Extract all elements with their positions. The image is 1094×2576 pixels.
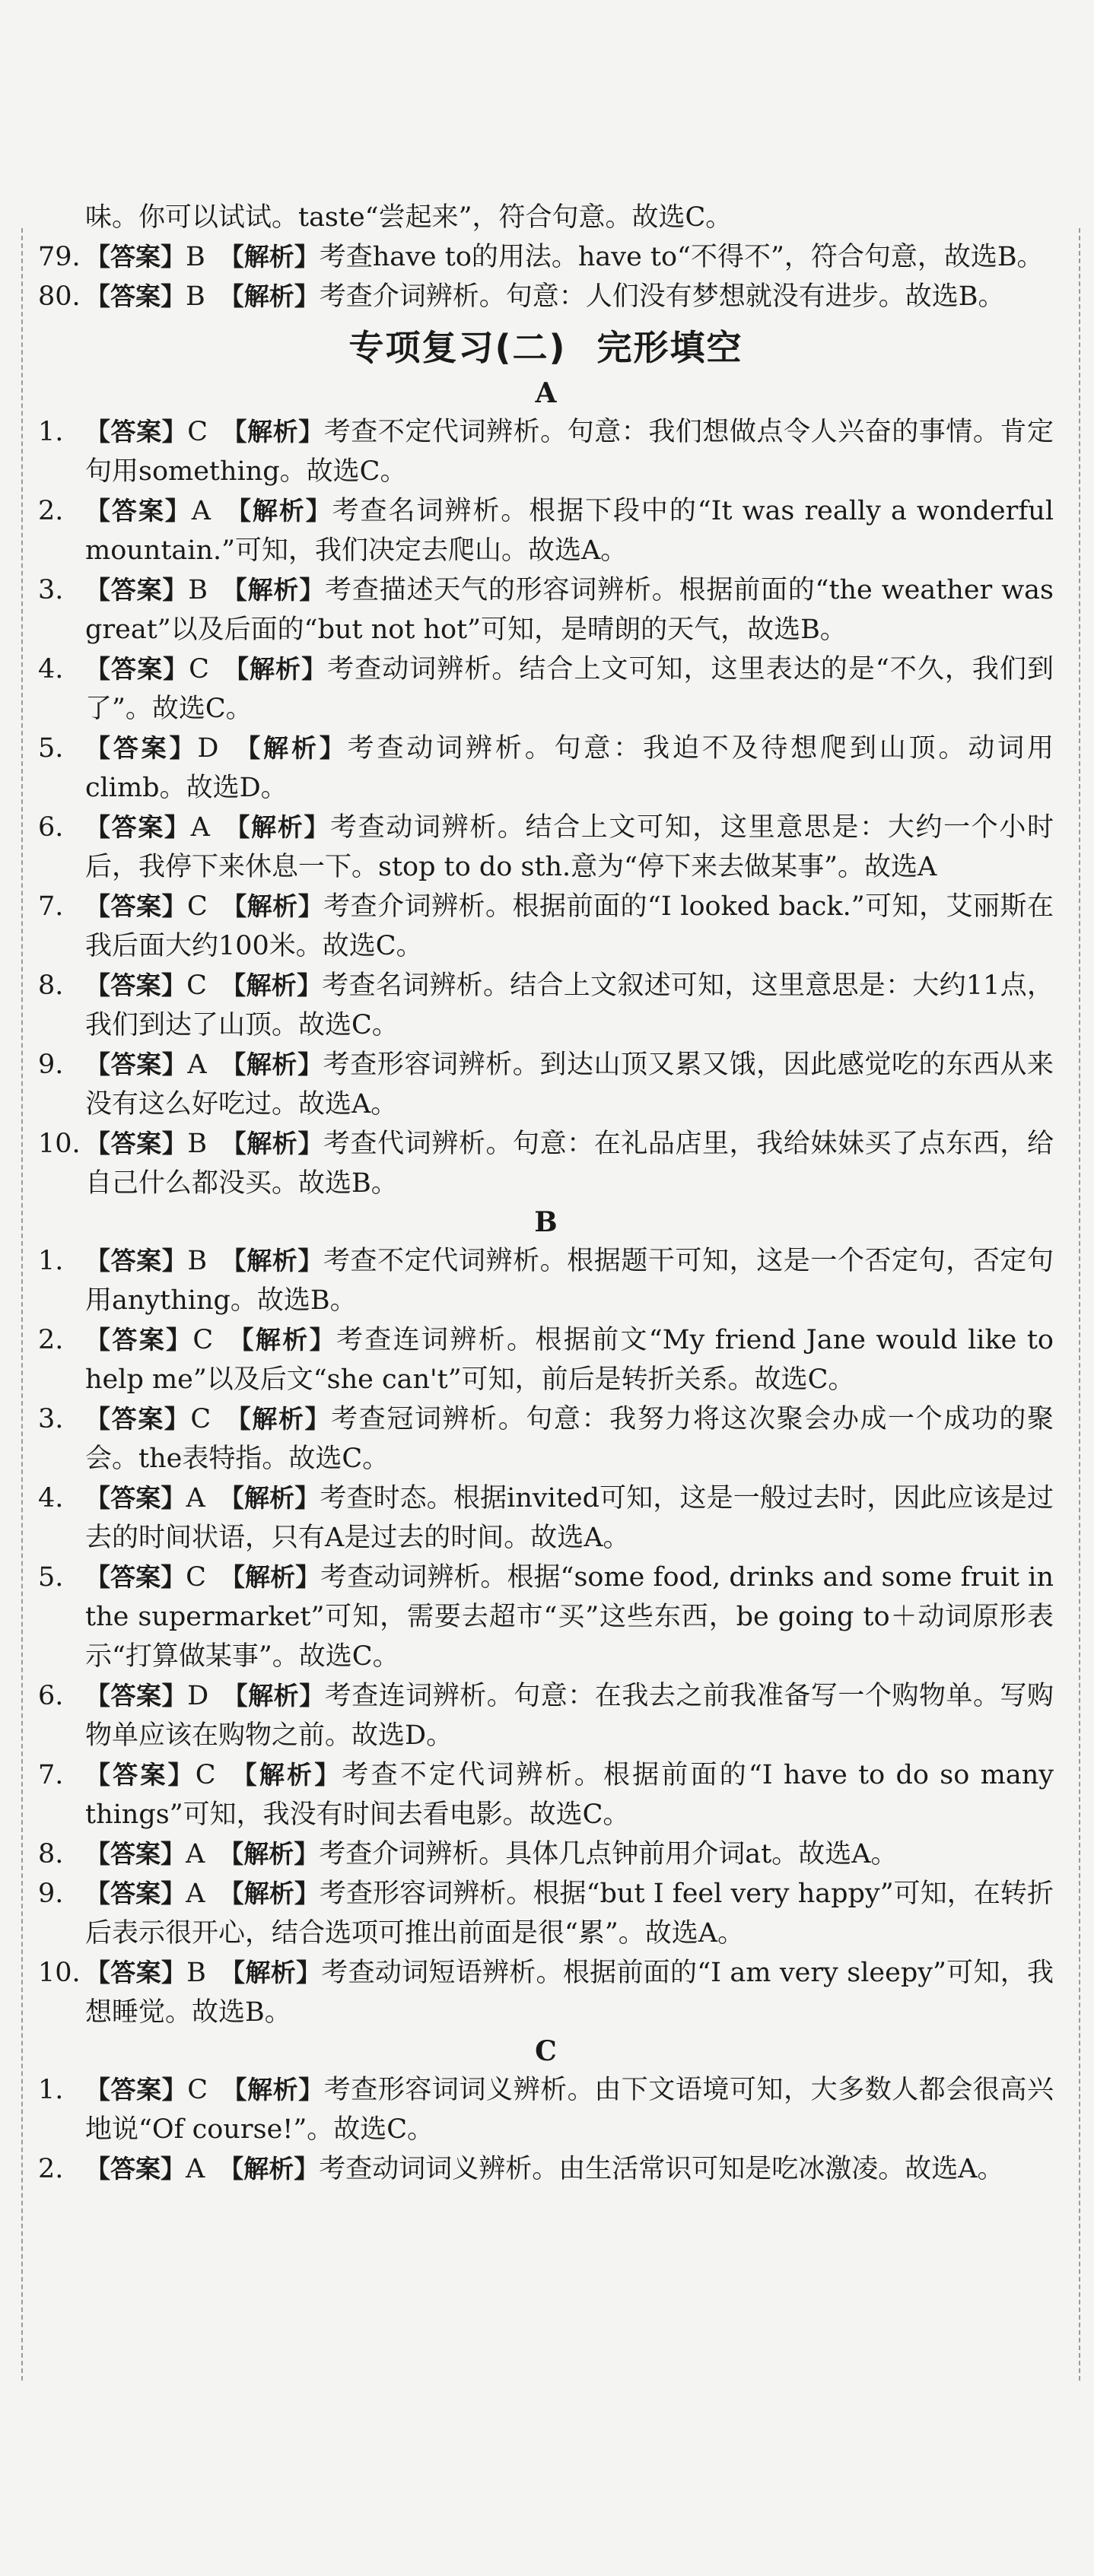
answer-value: C — [192, 1325, 214, 1355]
answer-value: C — [186, 891, 208, 922]
answer-label: 【答案】 — [85, 812, 191, 842]
item-number: 2. — [38, 1325, 64, 1355]
analysis-label: 【解析】 — [224, 496, 332, 526]
answer-value: A — [186, 2154, 205, 2184]
analysis-text: 考查不定代词辨析。根据题干可知，这是一个否定句，否定句用anything。故选B。 — [85, 1246, 1054, 1316]
item-number: 1. — [38, 1246, 64, 1276]
item-number: 2. — [38, 496, 64, 526]
answer-item — [38, 729, 1054, 808]
answer-label: 【答案】 — [85, 1404, 191, 1434]
item-number: 1. — [38, 2075, 64, 2105]
analysis-text: 考查形容词词义辨析。由下文语境可知，大多数人都会很高兴地说“Of course!”。故选C。 — [85, 2075, 1054, 2145]
answer-label: 【答案】 — [85, 1879, 186, 1908]
answer-value: B — [186, 281, 205, 312]
analysis-label: 【解析】 — [221, 417, 324, 446]
item-number: 3. — [38, 575, 64, 605]
analysis-label: 【解析】 — [220, 970, 323, 1000]
item-number: 5. — [38, 1562, 64, 1593]
answer-item — [38, 1241, 1054, 1320]
analysis-text: 考查形容词辨析。到达山顶又累又饿，因此感觉吃的东西从来没有这么好吃过。故选A。 — [85, 1050, 1054, 1120]
analysis-text: 考查名词辨析。结合上文叙述可知，这里意思是：大约11点，我们到达了山顶。故选C。 — [85, 970, 1054, 1040]
analysis-text: 考查动词辨析。结合上文可知，这里意思是：大约一个小时后，我停下来休息一下。stop to do sth.意为“停下来去做某事”。故选A — [85, 812, 1054, 882]
answer-item — [38, 1953, 1054, 2032]
answer-item — [38, 2070, 1054, 2149]
analysis-label: 【解析】 — [232, 733, 348, 763]
analysis-label: 【解析】 — [218, 1839, 320, 1869]
answer-value: A — [186, 1483, 205, 1514]
answer-value: B — [188, 575, 208, 605]
item-number: 8. — [38, 970, 64, 1001]
answer-label: 【答案】 — [85, 242, 186, 272]
analysis-label: 【解析】 — [218, 1483, 320, 1513]
answer-item — [38, 277, 1054, 316]
answer-label: 【答案】 — [85, 281, 186, 311]
answer-item — [38, 237, 1054, 277]
analysis-text: 考查形容词辨析。根据“but I feel very happy”可知，在转折后表示很开心，结合选项可推出前面是很“累”。故选A。 — [85, 1879, 1054, 1949]
answer-value: C — [187, 2075, 208, 2105]
answer-label: 【答案】 — [85, 2075, 188, 2104]
answer-item — [38, 1399, 1054, 1479]
item-number: 5. — [38, 733, 64, 764]
item-number: 10. — [38, 1958, 81, 1988]
answer-label: 【答案】 — [85, 575, 189, 605]
analysis-text: 考查动词辨析。结合上文可知，这里表达的是“不久，我们到了”。故选C。 — [85, 654, 1054, 724]
answer-value: C — [186, 1562, 206, 1593]
answer-value: A — [191, 496, 211, 526]
item-number: 79. — [38, 242, 81, 272]
answer-item — [38, 966, 1054, 1045]
page-title — [38, 321, 1054, 374]
answer-item — [38, 570, 1054, 650]
analysis-label: 【解析】 — [220, 1050, 323, 1079]
answer-label: 【答案】 — [85, 1129, 188, 1158]
item-number: 4. — [38, 654, 64, 684]
answer-label: 【答案】 — [85, 1562, 186, 1592]
sections — [38, 374, 1054, 2189]
analysis-text: 考查动词短语辨析。根据前面的“I am very sleepy”可知，我想睡觉。故选B。 — [85, 1958, 1054, 2028]
item-number: 6. — [38, 1681, 64, 1711]
analysis-label: 【解析】 — [227, 1325, 336, 1355]
answer-label: 【答案】 — [85, 733, 198, 763]
analysis-label: 【解析】 — [218, 242, 320, 272]
answer-value: B — [186, 1958, 206, 1988]
analysis-text: 考查描述天气的形容词辨析。根据前面的“the weather was great”以及后面的“but not hot”可知，是晴朗的天气，故选B。 — [85, 575, 1054, 645]
answer-item — [38, 650, 1054, 729]
item-number: 4. — [38, 1483, 64, 1514]
answer-item — [38, 2149, 1054, 2189]
answer-label: 【答案】 — [85, 1483, 186, 1513]
answer-label: 【答案】 — [85, 1325, 193, 1355]
item-number: 2. — [38, 2154, 64, 2184]
answer-item — [38, 412, 1054, 491]
item-number: 10. — [38, 1129, 81, 1159]
item-number: 7. — [38, 891, 64, 922]
analysis-label: 【解析】 — [218, 281, 320, 311]
right-dashed-rule — [1079, 228, 1080, 2381]
analysis-text: 考查动词辨析。根据“some food, drinks and some fruit in the supermarket”可知，需要去超市“买”这些东西，be going to＋动词原形表示“打算做某事”。故选C。 — [85, 1562, 1054, 1672]
item-number: 3. — [38, 1404, 64, 1434]
answer-value: D — [187, 1681, 209, 1711]
answer-label: 【答案】 — [85, 1958, 187, 1987]
answer-label: 【答案】 — [85, 2154, 186, 2184]
answer-value: B — [186, 242, 205, 272]
analysis-label: 【解析】 — [221, 891, 324, 921]
analysis-text: 考查介词辨析。句意：人们没有梦想就没有进步。故选B。 — [319, 281, 1005, 312]
analysis-label: 【解析】 — [218, 1879, 320, 1908]
answer-value: A — [186, 1879, 205, 1909]
answer-value: C — [190, 1404, 211, 1434]
answer-item — [38, 1320, 1054, 1399]
answer-item — [38, 808, 1054, 887]
analysis-text: 考查时态。根据invited可知，这是一般过去时，因此应该是过去的时间状语，只有A是过去的时间。故选A。 — [85, 1483, 1054, 1553]
analysis-label: 【解析】 — [221, 575, 326, 605]
answer-item — [38, 1874, 1054, 1953]
answer-label: 【答案】 — [85, 417, 188, 446]
answer-label: 【答案】 — [85, 1760, 196, 1790]
answer-label: 【答案】 — [85, 1839, 186, 1869]
answer-item — [38, 1834, 1054, 1874]
analysis-text: 考查连词辨析。根据前文“My friend Jane would like to help me”以及后文“she can't”可知，前后是转折关系。故选C。 — [85, 1325, 1054, 1395]
item-number: 6. — [38, 812, 64, 843]
analysis-label: 【解析】 — [221, 1246, 323, 1275]
item-number: 7. — [38, 1760, 64, 1790]
answer-label: 【答案】 — [85, 970, 187, 1000]
analysis-label: 【解析】 — [222, 1681, 325, 1710]
answer-value: D — [197, 733, 219, 764]
analysis-text: 考查动词辨析。句意：我迫不及待想爬到山顶。动词用climb。故选D。 — [85, 733, 1054, 803]
analysis-text: 考查代词辨析。句意：在礼品店里，我给妹妹买了点东西，给自己什么都没买。故选B。 — [85, 1129, 1054, 1199]
analysis-text: 考查介词辨析。具体几点钟前用介词at。故选A。 — [319, 1839, 898, 1869]
item-number: 8. — [38, 1839, 64, 1869]
title-part1: 专项复习(二) — [348, 327, 567, 368]
analysis-label: 【解析】 — [223, 812, 331, 842]
answer-value: C — [186, 970, 207, 1001]
item-number: 9. — [38, 1050, 64, 1080]
answer-label: 【答案】 — [85, 891, 187, 921]
answer-value: C — [189, 654, 209, 684]
answer-value: B — [187, 1129, 208, 1159]
analysis-text: 考查名词辨析。根据下段中的“It was really a wonderful mountain.”可知，我们决定去爬山。故选A。 — [85, 496, 1054, 566]
answer-label: 【答案】 — [85, 1681, 188, 1710]
analysis-text: 考查冠词辨析。句意：我努力将这次聚会办成一个成功的聚会。the表特指。故选C。 — [85, 1404, 1054, 1474]
item-number: 9. — [38, 1879, 64, 1909]
answer-value: A — [190, 812, 210, 843]
analysis-label: 【解析】 — [222, 654, 328, 684]
analysis-label: 【解析】 — [224, 1404, 332, 1434]
analysis-text: 考查不定代词辨析。根据前面的“I have to do so many things”可知，我没有时间去看电影。故选C。 — [85, 1760, 1054, 1830]
answer-label: 【答案】 — [85, 496, 192, 526]
answer-item — [38, 887, 1054, 966]
answer-label: 【答案】 — [85, 654, 189, 684]
analysis-text: 考查介词辨析。根据前面的“I looked back.”可知，艾丽斯在我后面大约100米。故选C。 — [85, 891, 1054, 961]
continuation-line: 味。你可以试试。taste“尝起来”，符合句意。故选C。 — [85, 202, 733, 233]
answer-item — [38, 491, 1054, 570]
left-dashed-rule — [21, 228, 23, 2381]
answer-item — [38, 1479, 1054, 1558]
analysis-text: 考查动词词义辨析。由生活常识可知是吃冰激凌。故选A。 — [319, 2154, 1004, 2184]
analysis-text: 考查不定代词辨析。句意：我们想做点令人兴奋的事情。肯定句用something。故选C。 — [85, 417, 1054, 487]
answer-value: C — [195, 1760, 216, 1790]
item-number: 80. — [38, 281, 81, 312]
section-heading: A — [535, 377, 557, 409]
item-number: 1. — [38, 417, 64, 447]
title-part2: 完形填空 — [596, 327, 743, 368]
answer-value: A — [186, 1839, 205, 1869]
answer-item — [38, 1676, 1054, 1755]
analysis-text: 考查have to的用法。have to“不得不”，符合句意，故选B。 — [319, 242, 1044, 272]
answer-value: C — [187, 417, 208, 447]
analysis-label: 【解析】 — [219, 1562, 321, 1592]
answer-item — [38, 1124, 1054, 1203]
answer-content — [38, 198, 1054, 2189]
analysis-label: 【解析】 — [218, 2154, 320, 2184]
previous-section-items — [38, 237, 1054, 316]
section-heading: B — [534, 1206, 558, 1238]
answer-label: 【答案】 — [85, 1246, 188, 1275]
answer-item — [38, 1045, 1054, 1124]
answer-value: A — [187, 1050, 207, 1080]
answer-value: B — [187, 1246, 208, 1276]
section-heading: C — [535, 2035, 557, 2067]
analysis-label: 【解析】 — [229, 1760, 342, 1790]
answer-item — [38, 1558, 1054, 1676]
analysis-label: 【解析】 — [219, 1958, 322, 1987]
answer-label: 【答案】 — [85, 1050, 188, 1079]
analysis-label: 【解析】 — [221, 2075, 324, 2104]
analysis-label: 【解析】 — [221, 1129, 323, 1158]
answer-item — [38, 1755, 1054, 1834]
analysis-text: 考查连词辨析。句意：在我去之前我准备写一个购物单。写购物单应该在购物之前。故选D。 — [85, 1681, 1054, 1751]
